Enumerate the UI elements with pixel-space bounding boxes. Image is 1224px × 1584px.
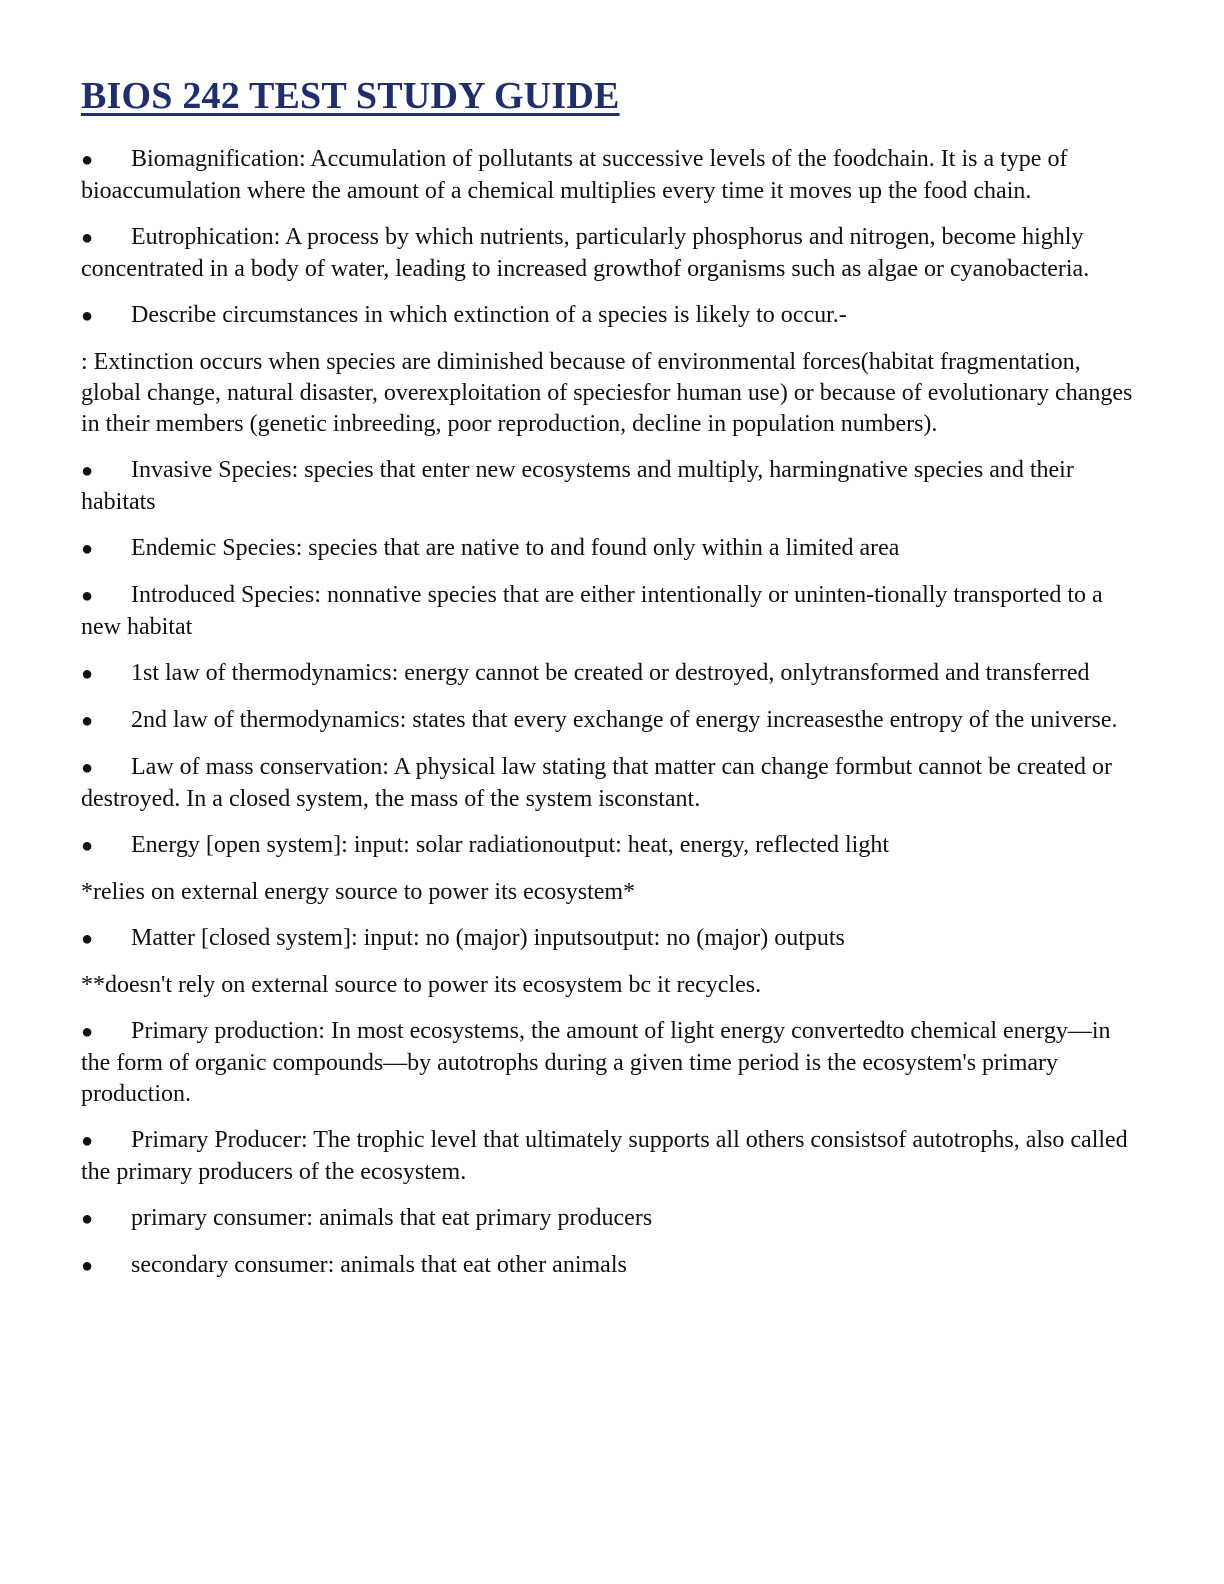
paragraph: : Extinction occurs when species are diminished because of environmental forces(habitat fragmentation, global change, natural disaster, overexploitation of speciesfor human use) or because of evolutionary changes in their members (genetic inbreeding, poor reproduction, decline in population numbers). — [81, 349, 1133, 437]
paragraph: *relies on external energy source to power its ecosystem* — [81, 879, 636, 905]
list-item — [81, 222, 1143, 285]
bullet-icon: ● — [81, 757, 94, 779]
list-item — [81, 1125, 1143, 1188]
item-text: Endemic Species: species that are native to and found only within a limited area — [131, 535, 900, 561]
bullet-icon: ● — [81, 835, 94, 857]
bullet-icon: ● — [81, 663, 94, 685]
item-text: Matter [closed system]: input: no (major) inputsoutput: no (major) outputs — [131, 925, 845, 951]
item-text: Energy [open system]: input: solar radiationoutput: heat, energy, reflected light — [131, 832, 890, 858]
bullet-icon: ● — [81, 1021, 94, 1043]
list-item — [81, 580, 1143, 643]
bullet-icon: ● — [81, 227, 94, 249]
study-list — [81, 144, 1143, 1282]
item-text: Primary Producer: The trophic level that ultimately supports all others consistsof autotrophs, also called the primary producers of the ecosystem. — [81, 1127, 1128, 1185]
bullet-icon: ● — [81, 460, 94, 482]
list-item — [81, 658, 1143, 690]
document-title: BIOS 242 TEST STUDY GUIDE — [81, 75, 620, 117]
bullet-icon: ● — [81, 305, 94, 327]
list-item — [81, 533, 1143, 565]
bullet-icon: ● — [81, 710, 94, 732]
document-page — [81, 74, 1143, 1297]
list-item — [81, 1016, 1143, 1110]
bullet-icon: ● — [81, 538, 94, 560]
item-text: Law of mass conservation: A physical law stating that matter can change formbut cannot be created or destroyed. In a closed system, the mass of the system isconstant. — [81, 754, 1112, 812]
item-text: Primary production: In most ecosystems, the amount of light energy convertedto chemical energy—in the form of organic compounds—by autotrophs during a given time period is the ecosystem's primary production. — [81, 1018, 1111, 1107]
item-text: Eutrophication: A process by which nutrients, particularly phosphorus and nitrogen, become highly concentrated in a body of water, leading to increased growthof organisms such as algae or cyanobacteria. — [81, 224, 1090, 282]
bullet-icon: ● — [81, 928, 94, 950]
item-text: Describe circumstances in which extinction of a species is likely to occur.- — [131, 302, 847, 328]
list-item — [81, 1250, 1143, 1282]
list-item — [81, 455, 1143, 518]
list-item — [81, 830, 1143, 862]
list-item — [81, 752, 1143, 815]
item-text: secondary consumer: animals that eat other animals — [131, 1252, 627, 1278]
list-item — [81, 144, 1143, 207]
item-text: Introduced Species: nonnative species that are either intentionally or uninten-tionally transported to a new habitat — [81, 582, 1103, 640]
bullet-icon: ● — [81, 1130, 94, 1152]
paragraph: **doesn't rely on external source to power its ecosystem bc it recycles. — [81, 972, 762, 998]
item-text: 1st law of thermodynamics: energy cannot be created or destroyed, onlytransformed and transferred — [131, 660, 1090, 686]
bullet-icon: ● — [81, 1208, 94, 1230]
list-item — [81, 705, 1143, 737]
bullet-icon: ● — [81, 149, 94, 171]
list-item — [81, 923, 1143, 955]
list-item — [81, 1203, 1143, 1235]
bullet-icon: ● — [81, 1255, 94, 1277]
item-text: Biomagnification: Accumulation of pollutants at successive levels of the foodchain. It is a type of bioaccumulation where the amount of a chemical multiplies every time it moves up the food chain. — [81, 146, 1068, 204]
item-text: Invasive Species: species that enter new ecosystems and multiply, harmingnative species and their habitats — [81, 457, 1074, 515]
item-text: primary consumer: animals that eat primary producers — [131, 1205, 653, 1231]
bullet-icon: ● — [81, 585, 94, 607]
item-text: 2nd law of thermodynamics: states that every exchange of energy increasesthe entropy of the universe. — [131, 707, 1118, 733]
list-item — [81, 300, 1143, 332]
